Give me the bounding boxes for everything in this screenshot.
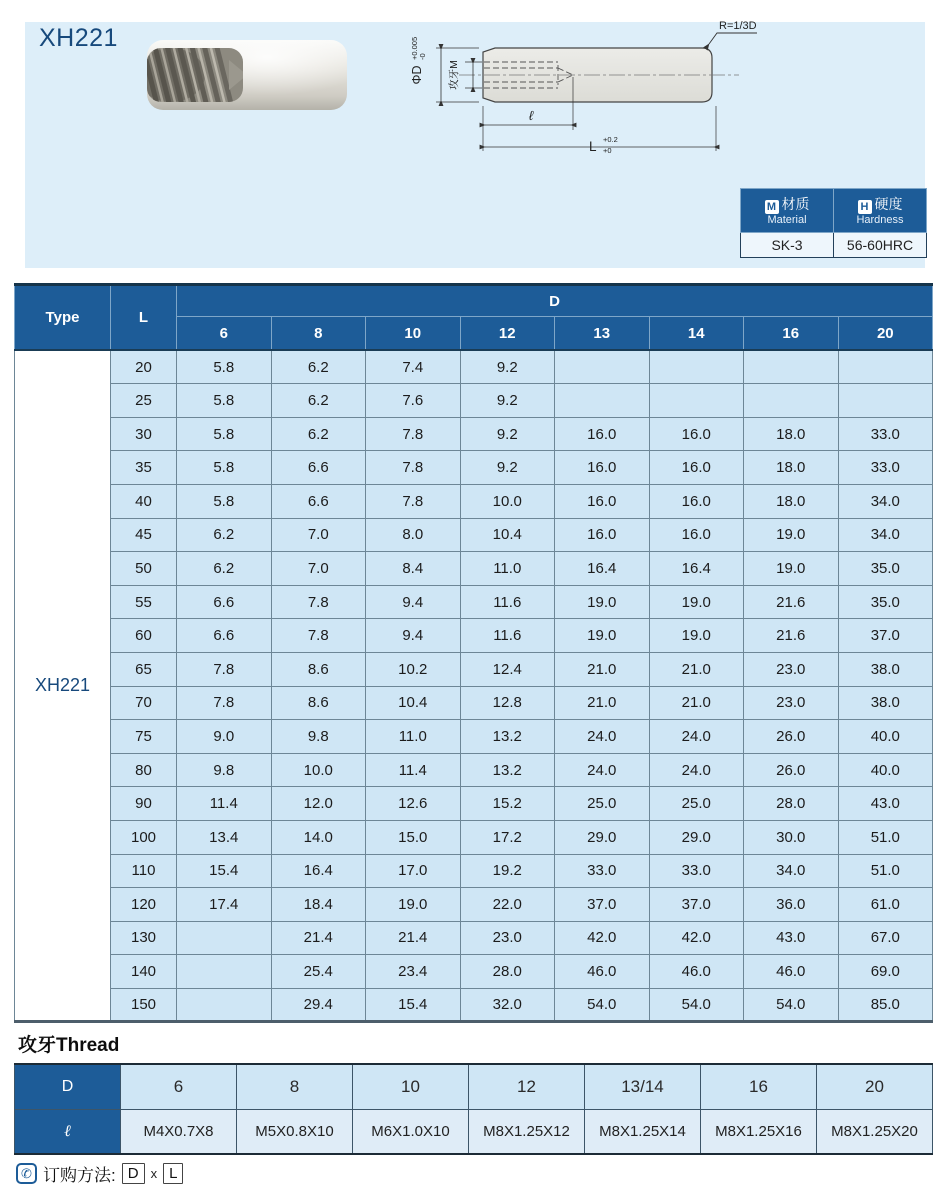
dimension-cell: 38.0 xyxy=(838,686,933,720)
hardness-badge: H xyxy=(858,200,872,214)
dimension-cell: 43.0 xyxy=(744,921,839,955)
dimension-cell: 54.0 xyxy=(649,988,744,1022)
dimension-cell: 7.0 xyxy=(271,552,366,586)
dimension-cell: 29.4 xyxy=(271,988,366,1022)
dimension-cell: 37.0 xyxy=(649,888,744,922)
dimension-cell: 34.0 xyxy=(838,518,933,552)
dimension-cell: 29.0 xyxy=(649,820,744,854)
dimension-cell: 19.0 xyxy=(366,888,461,922)
dimension-cell xyxy=(649,350,744,384)
dimension-cell: 21.4 xyxy=(271,921,366,955)
thread-d-row xyxy=(15,1064,933,1109)
dimension-cell: 30.0 xyxy=(744,820,839,854)
dimension-cell: 7.8 xyxy=(366,484,461,518)
dimension-cell: 42.0 xyxy=(649,921,744,955)
thread-d-cell: 20 xyxy=(817,1064,933,1109)
dimension-cell: 13.2 xyxy=(460,753,555,787)
l-value-cell: 25 xyxy=(111,384,177,418)
page-title: XH221 xyxy=(39,24,118,52)
dimension-cell: 21.0 xyxy=(555,652,650,686)
dimension-cell: 14.0 xyxy=(271,820,366,854)
hardness-header xyxy=(834,189,927,233)
type-value-cell: XH221 xyxy=(15,350,111,1022)
dimension-cell: 9.4 xyxy=(366,585,461,619)
table-row xyxy=(15,686,933,720)
dimension-cell: 28.0 xyxy=(460,955,555,989)
dimension-cell: 24.0 xyxy=(649,753,744,787)
l-value-cell: 75 xyxy=(111,720,177,754)
dimension-cell: 38.0 xyxy=(838,652,933,686)
dimension-cell: 16.4 xyxy=(649,552,744,586)
table-row xyxy=(15,350,933,384)
dimension-cell: 7.8 xyxy=(366,417,461,451)
dimension-cell: 13.2 xyxy=(460,720,555,754)
dimension-cell: 46.0 xyxy=(649,955,744,989)
thread-spec-cell: M6X1.0X10 xyxy=(353,1109,469,1154)
length-l-label: L xyxy=(589,139,597,154)
dimension-cell: 7.0 xyxy=(271,518,366,552)
dimension-cell: 46.0 xyxy=(555,955,650,989)
hardness-label-cn: 硬度 xyxy=(874,195,903,212)
product-photo xyxy=(145,36,350,114)
table-row xyxy=(15,484,933,518)
dimension-cell: 16.0 xyxy=(555,518,650,552)
l-value-cell: 140 xyxy=(111,955,177,989)
dimension-cell: 6.6 xyxy=(271,484,366,518)
dimension-cell: 11.0 xyxy=(460,552,555,586)
table-row xyxy=(15,552,933,586)
dimension-cell: 67.0 xyxy=(838,921,933,955)
material-label-cn: 材质 xyxy=(781,195,810,212)
dimension-cell: 9.2 xyxy=(460,451,555,485)
dimension-cell: 33.0 xyxy=(838,451,933,485)
d-column-header: 20 xyxy=(838,317,933,351)
thread-spec-cell: M5X0.8X10 xyxy=(237,1109,353,1154)
dimension-cell: 5.8 xyxy=(177,384,272,418)
dimension-cell: 7.8 xyxy=(177,686,272,720)
dimension-cell: 11.6 xyxy=(460,619,555,653)
l-value-cell: 120 xyxy=(111,888,177,922)
thread-table xyxy=(14,1063,933,1155)
dimension-cell: 23.0 xyxy=(460,921,555,955)
dimension-cell: 15.0 xyxy=(366,820,461,854)
technical-drawing-svg xyxy=(403,18,765,164)
dimension-cell: 25.0 xyxy=(555,787,650,821)
dimension-cell: 16.4 xyxy=(271,854,366,888)
dimension-cell: 7.8 xyxy=(271,585,366,619)
dimension-cell: 9.0 xyxy=(177,720,272,754)
dimension-cell: 5.8 xyxy=(177,417,272,451)
dimension-cell: 34.0 xyxy=(744,854,839,888)
table-row xyxy=(15,787,933,821)
table-row xyxy=(15,988,933,1022)
length-l-tolerance-upper: +0.2 xyxy=(603,135,618,144)
table-row xyxy=(15,417,933,451)
material-badge: M xyxy=(765,200,779,214)
tap-m-label: 攻牙M xyxy=(448,60,460,90)
d-column-header: 10 xyxy=(366,317,461,351)
table-row xyxy=(15,518,933,552)
l-value-cell: 110 xyxy=(111,854,177,888)
dimension-cell: 37.0 xyxy=(555,888,650,922)
dimension-cell: 16.4 xyxy=(555,552,650,586)
l-value-cell: 100 xyxy=(111,820,177,854)
dimension-cell: 19.0 xyxy=(744,518,839,552)
d-column-header: 16 xyxy=(744,317,839,351)
phi-d-tolerance-lower: -0 xyxy=(418,53,427,60)
table-row xyxy=(15,888,933,922)
dimension-cell: 16.0 xyxy=(649,417,744,451)
dimension-cell: 21.0 xyxy=(649,652,744,686)
dimension-cell: 7.6 xyxy=(366,384,461,418)
l-value-cell: 45 xyxy=(111,518,177,552)
dimension-cell xyxy=(177,955,272,989)
dimension-cell: 11.6 xyxy=(460,585,555,619)
dimension-cell: 51.0 xyxy=(838,820,933,854)
dimension-cell: 40.0 xyxy=(838,753,933,787)
table-row xyxy=(15,720,933,754)
thread-spec-cell: M8X1.25X12 xyxy=(469,1109,585,1154)
radius-label: R=1/3D xyxy=(719,20,757,32)
dimension-cell: 6.6 xyxy=(177,585,272,619)
dimension-cell xyxy=(177,988,272,1022)
l-value-cell: 130 xyxy=(111,921,177,955)
dimension-cell: 19.0 xyxy=(555,585,650,619)
dimension-cell: 16.0 xyxy=(649,451,744,485)
thread-d-cell: 13/14 xyxy=(585,1064,701,1109)
dimension-cell xyxy=(555,384,650,418)
dimension-cell: 19.0 xyxy=(744,552,839,586)
l-value-cell: 40 xyxy=(111,484,177,518)
dimension-cell: 17.2 xyxy=(460,820,555,854)
thread-spec-cell: M8X1.25X14 xyxy=(585,1109,701,1154)
dimension-cell: 51.0 xyxy=(838,854,933,888)
dimension-cell xyxy=(744,384,839,418)
table-row xyxy=(15,753,933,787)
dimension-cell: 37.0 xyxy=(838,619,933,653)
dimension-cell: 5.8 xyxy=(177,350,272,384)
dimension-cell: 24.0 xyxy=(649,720,744,754)
dimension-cell: 54.0 xyxy=(744,988,839,1022)
thread-d-cell: 12 xyxy=(469,1064,585,1109)
thread-section-heading: 攻牙Thread xyxy=(18,1035,120,1056)
l-value-cell: 80 xyxy=(111,753,177,787)
dimension-cell: 21.0 xyxy=(555,686,650,720)
l-column-header: L xyxy=(111,285,177,351)
l-value-cell: 150 xyxy=(111,988,177,1022)
dimension-cell: 21.4 xyxy=(366,921,461,955)
thread-d-rowhead: D xyxy=(15,1064,121,1109)
thread-d-cell: 10 xyxy=(353,1064,469,1109)
table-row xyxy=(15,652,933,686)
table-row xyxy=(15,585,933,619)
dimension-cell: 9.4 xyxy=(366,619,461,653)
main-table-body xyxy=(15,350,933,1022)
thread-d-cell: 16 xyxy=(701,1064,817,1109)
dimension-cell: 33.0 xyxy=(838,417,933,451)
dimension-cell: 9.8 xyxy=(271,720,366,754)
dimension-cell: 19.2 xyxy=(460,854,555,888)
dimension-cell xyxy=(744,350,839,384)
dimension-cell: 16.0 xyxy=(649,484,744,518)
order-l-box: L xyxy=(163,1163,183,1184)
dimension-cell: 16.0 xyxy=(555,484,650,518)
product-panel xyxy=(25,22,925,268)
dimension-cell: 9.2 xyxy=(460,350,555,384)
dimension-cell: 10.0 xyxy=(460,484,555,518)
hardness-label-en: Hardness xyxy=(856,213,904,226)
dimension-table-head xyxy=(15,285,933,351)
dimension-cell: 9.2 xyxy=(460,384,555,418)
thread-d-cell: 6 xyxy=(121,1064,237,1109)
dimension-cell: 18.0 xyxy=(744,484,839,518)
thread-spec-cell: M4X0.7X8 xyxy=(121,1109,237,1154)
dimension-cell: 18.0 xyxy=(744,417,839,451)
dimension-cell: 24.0 xyxy=(555,753,650,787)
l-value-cell: 55 xyxy=(111,585,177,619)
dimension-cell: 28.0 xyxy=(744,787,839,821)
l-value-cell: 60 xyxy=(111,619,177,653)
product-photo-image xyxy=(145,36,350,114)
dimension-cell: 35.0 xyxy=(838,585,933,619)
material-hardness-value-row xyxy=(741,233,927,258)
material-hardness-table xyxy=(740,188,927,258)
dimension-table xyxy=(14,283,933,1023)
table-row xyxy=(15,451,933,485)
dimension-cell: 11.4 xyxy=(366,753,461,787)
small-l-label: ℓ xyxy=(529,108,534,123)
dimension-cell: 8.6 xyxy=(271,686,366,720)
dimension-cell: 10.2 xyxy=(366,652,461,686)
dimension-cell: 29.0 xyxy=(555,820,650,854)
dimension-cell: 54.0 xyxy=(555,988,650,1022)
l-value-cell: 70 xyxy=(111,686,177,720)
d-column-header: 14 xyxy=(649,317,744,351)
dimension-cell: 36.0 xyxy=(744,888,839,922)
dimension-cell: 6.6 xyxy=(177,619,272,653)
dimension-cell: 12.0 xyxy=(271,787,366,821)
phi-d-tolerance-upper: +0.005 xyxy=(410,36,419,60)
header-row-1 xyxy=(15,285,933,317)
dimension-cell xyxy=(838,350,933,384)
dimension-cell: 17.0 xyxy=(366,854,461,888)
phi-d-dimension-label xyxy=(410,37,427,85)
length-l-tolerance-lower: +0 xyxy=(603,146,612,155)
d-column-header: 13 xyxy=(555,317,650,351)
dimension-cell: 25.4 xyxy=(271,955,366,989)
l-value-cell: 20 xyxy=(111,350,177,384)
l-value-cell: 50 xyxy=(111,552,177,586)
dimension-cell: 7.8 xyxy=(177,652,272,686)
d-column-header: 12 xyxy=(460,317,555,351)
dimension-cell: 6.6 xyxy=(271,451,366,485)
dimension-cell: 5.8 xyxy=(177,451,272,485)
dimension-cell: 40.0 xyxy=(838,720,933,754)
tap-m-dimension-label xyxy=(447,60,460,90)
dimension-cell: 6.2 xyxy=(271,417,366,451)
phi-d-label: ΦD xyxy=(410,65,424,85)
dimension-cell: 15.4 xyxy=(177,854,272,888)
dimension-cell: 12.4 xyxy=(460,652,555,686)
dimension-cell: 25.0 xyxy=(649,787,744,821)
dimension-cell: 16.0 xyxy=(555,417,650,451)
dimension-cell: 11.0 xyxy=(366,720,461,754)
dimension-cell: 21.6 xyxy=(744,585,839,619)
dimension-cell: 13.4 xyxy=(177,820,272,854)
l-value-cell: 90 xyxy=(111,787,177,821)
dimension-cell: 8.6 xyxy=(271,652,366,686)
thread-l-rowhead: ℓ xyxy=(15,1109,121,1154)
dimension-cell: 61.0 xyxy=(838,888,933,922)
dimension-cell: 12.6 xyxy=(366,787,461,821)
table-row xyxy=(15,384,933,418)
material-value: SK-3 xyxy=(741,233,834,258)
order-method-row xyxy=(16,1161,183,1186)
dimension-cell: 46.0 xyxy=(744,955,839,989)
dimension-cell: 16.0 xyxy=(649,518,744,552)
dimension-cell: 85.0 xyxy=(838,988,933,1022)
l-value-cell: 35 xyxy=(111,451,177,485)
dimension-cell xyxy=(649,384,744,418)
technical-drawing xyxy=(403,18,765,164)
dimension-cell: 43.0 xyxy=(838,787,933,821)
dimension-cell: 35.0 xyxy=(838,552,933,586)
dimension-cell: 32.0 xyxy=(460,988,555,1022)
dimension-cell: 23.4 xyxy=(366,955,461,989)
dimension-cell: 5.8 xyxy=(177,484,272,518)
dimension-cell: 19.0 xyxy=(555,619,650,653)
d-group-header: D xyxy=(177,285,933,317)
d-column-header: 8 xyxy=(271,317,366,351)
dimension-cell: 6.2 xyxy=(177,552,272,586)
phone-icon: ✆ xyxy=(16,1163,37,1184)
type-column-header: Type xyxy=(15,285,111,351)
dimension-cell: 15.4 xyxy=(366,988,461,1022)
d-column-header: 6 xyxy=(177,317,272,351)
thread-value-row xyxy=(15,1109,933,1154)
material-label-en: Material xyxy=(767,213,807,226)
dimension-cell: 18.0 xyxy=(744,451,839,485)
dimension-cell: 10.4 xyxy=(366,686,461,720)
dimension-cell xyxy=(555,350,650,384)
dimension-cell: 22.0 xyxy=(460,888,555,922)
table-row xyxy=(15,619,933,653)
dimension-cell: 12.8 xyxy=(460,686,555,720)
material-hardness-header-row xyxy=(741,189,927,233)
dimension-cell: 69.0 xyxy=(838,955,933,989)
dimension-cell: 33.0 xyxy=(649,854,744,888)
dimension-cell: 16.0 xyxy=(555,451,650,485)
table-row xyxy=(15,854,933,888)
material-header xyxy=(741,189,834,233)
dimension-cell: 10.0 xyxy=(271,753,366,787)
dimension-cell: 8.4 xyxy=(366,552,461,586)
dimension-cell: 19.0 xyxy=(649,585,744,619)
dimension-cell: 6.2 xyxy=(271,384,366,418)
table-row xyxy=(15,820,933,854)
dimension-cell: 26.0 xyxy=(744,720,839,754)
dimension-cell: 24.0 xyxy=(555,720,650,754)
order-x-separator: x xyxy=(150,1166,158,1181)
dimension-cell: 6.2 xyxy=(177,518,272,552)
dimension-cell: 11.4 xyxy=(177,787,272,821)
order-d-box: D xyxy=(122,1163,145,1184)
thread-spec-cell: M8X1.25X16 xyxy=(701,1109,817,1154)
dimension-cell: 7.8 xyxy=(271,619,366,653)
dimension-cell: 7.8 xyxy=(366,451,461,485)
thread-d-cell: 8 xyxy=(237,1064,353,1109)
dimension-cell: 7.4 xyxy=(366,350,461,384)
dimension-cell: 18.4 xyxy=(271,888,366,922)
dimension-cell: 21.6 xyxy=(744,619,839,653)
dimension-cell xyxy=(838,384,933,418)
dimension-cell: 17.4 xyxy=(177,888,272,922)
dimension-cell: 15.2 xyxy=(460,787,555,821)
table-row xyxy=(15,955,933,989)
dimension-cell xyxy=(177,921,272,955)
thread-spec-cell: M8X1.25X20 xyxy=(817,1109,933,1154)
dimension-cell: 9.8 xyxy=(177,753,272,787)
dimension-cell: 21.0 xyxy=(649,686,744,720)
l-value-cell: 30 xyxy=(111,417,177,451)
dimension-cell: 23.0 xyxy=(744,686,839,720)
dimension-cell: 19.0 xyxy=(649,619,744,653)
dimension-cell: 34.0 xyxy=(838,484,933,518)
dimension-cell: 26.0 xyxy=(744,753,839,787)
dimension-cell: 6.2 xyxy=(271,350,366,384)
dimension-cell: 33.0 xyxy=(555,854,650,888)
dimension-cell: 10.4 xyxy=(460,518,555,552)
dimension-cell: 42.0 xyxy=(555,921,650,955)
dimension-cell: 23.0 xyxy=(744,652,839,686)
l-value-cell: 65 xyxy=(111,652,177,686)
table-row xyxy=(15,921,933,955)
dimension-cell: 8.0 xyxy=(366,518,461,552)
order-method-label: 订购方法: xyxy=(43,1166,116,1185)
hardness-value: 56-60HRC xyxy=(834,233,927,258)
dimension-cell: 9.2 xyxy=(460,417,555,451)
